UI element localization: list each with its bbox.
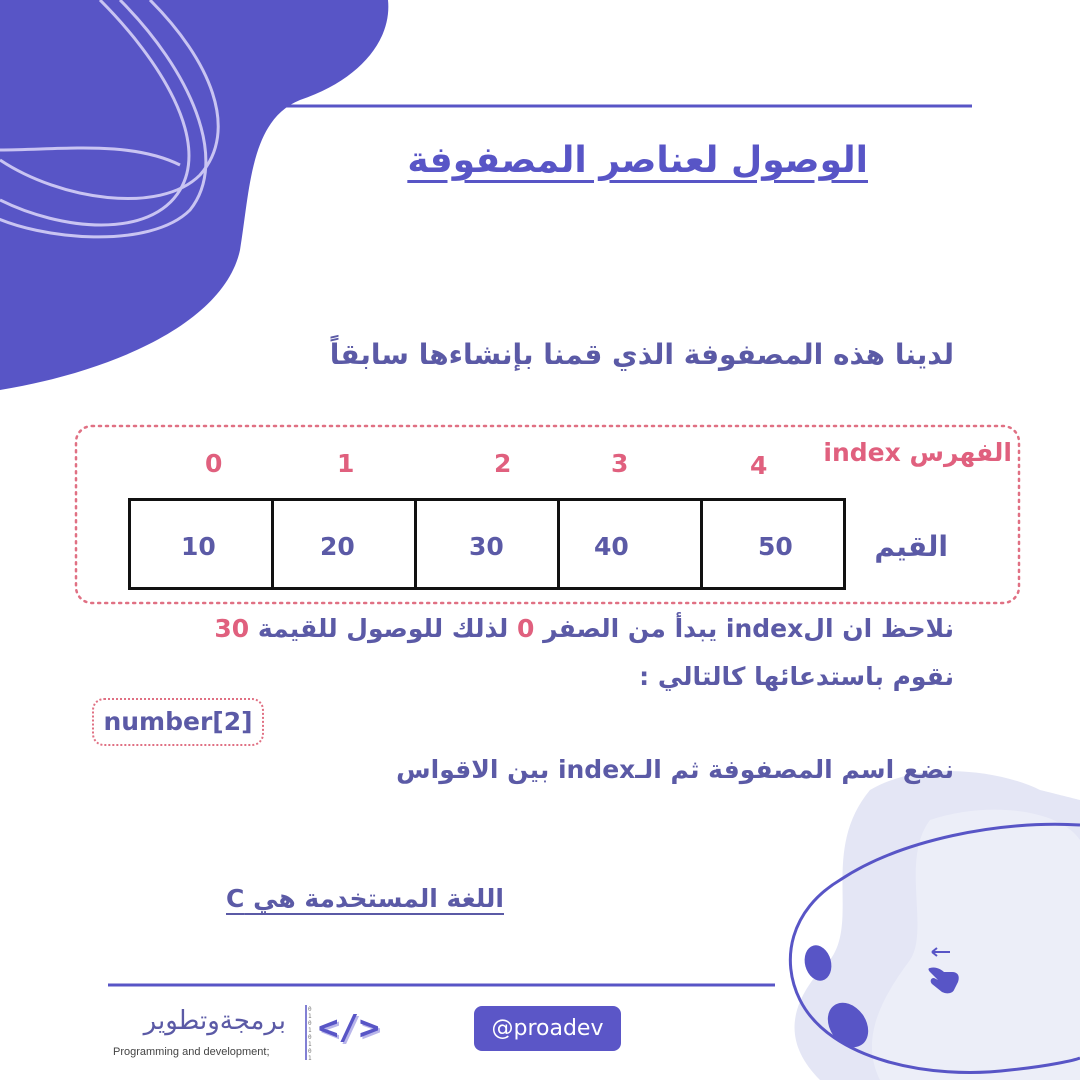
hand-pointer-icon	[922, 946, 962, 996]
code-snippet: number[2]	[92, 698, 264, 746]
note-part-c: لذلك للوصول للقيمة	[249, 614, 517, 643]
index-2: 2	[494, 449, 512, 478]
note-value: 30	[214, 614, 250, 643]
explain-text: نضع اسم المصفوفة ثم الـindex بين الاقواس	[396, 755, 954, 784]
value-0: 10	[181, 532, 216, 561]
index-label-ar: الفهرس	[909, 438, 1012, 467]
note-part-b: يبدأ من الصفر	[534, 614, 726, 643]
note-line-1	[214, 614, 954, 643]
language-note: اللغة المستخدمة هي C	[226, 884, 504, 913]
index-3: 3	[611, 449, 629, 478]
value-3: 40	[594, 532, 629, 561]
value-1: 20	[320, 532, 355, 561]
values-label: القيم	[874, 530, 948, 563]
note-index-word: index	[725, 614, 804, 643]
index-label	[823, 438, 1012, 467]
index-4: 4	[750, 451, 768, 480]
code-brackets-icon: </>	[318, 1008, 380, 1048]
index-1: 1	[337, 449, 355, 478]
intro-text: لدينا هذه المصفوفة الذي قمنا بإنشاءها سابقاً	[329, 338, 954, 371]
brand-binary: 0 1 0 1 0 1 0 1	[308, 1006, 312, 1062]
note-line-2: نقوم باستدعائها كالتالي :	[639, 662, 954, 691]
brand-name: برمجةوتطوير	[143, 1006, 286, 1036]
page-title: الوصول لعناصر المصفوفة	[407, 140, 868, 181]
note-part-a: نلاحظ ان ال	[803, 614, 954, 643]
left-arrow-icon	[932, 948, 950, 956]
top-left-blob	[0, 0, 388, 390]
value-2: 30	[469, 532, 504, 561]
index-0: 0	[205, 449, 223, 478]
handle-badge[interactable]: @proadev	[474, 1006, 621, 1051]
value-4: 50	[758, 532, 793, 561]
index-label-en: index	[823, 438, 901, 467]
brand-tagline: Programming and development;	[113, 1046, 270, 1058]
note-zero: 0	[516, 614, 535, 643]
